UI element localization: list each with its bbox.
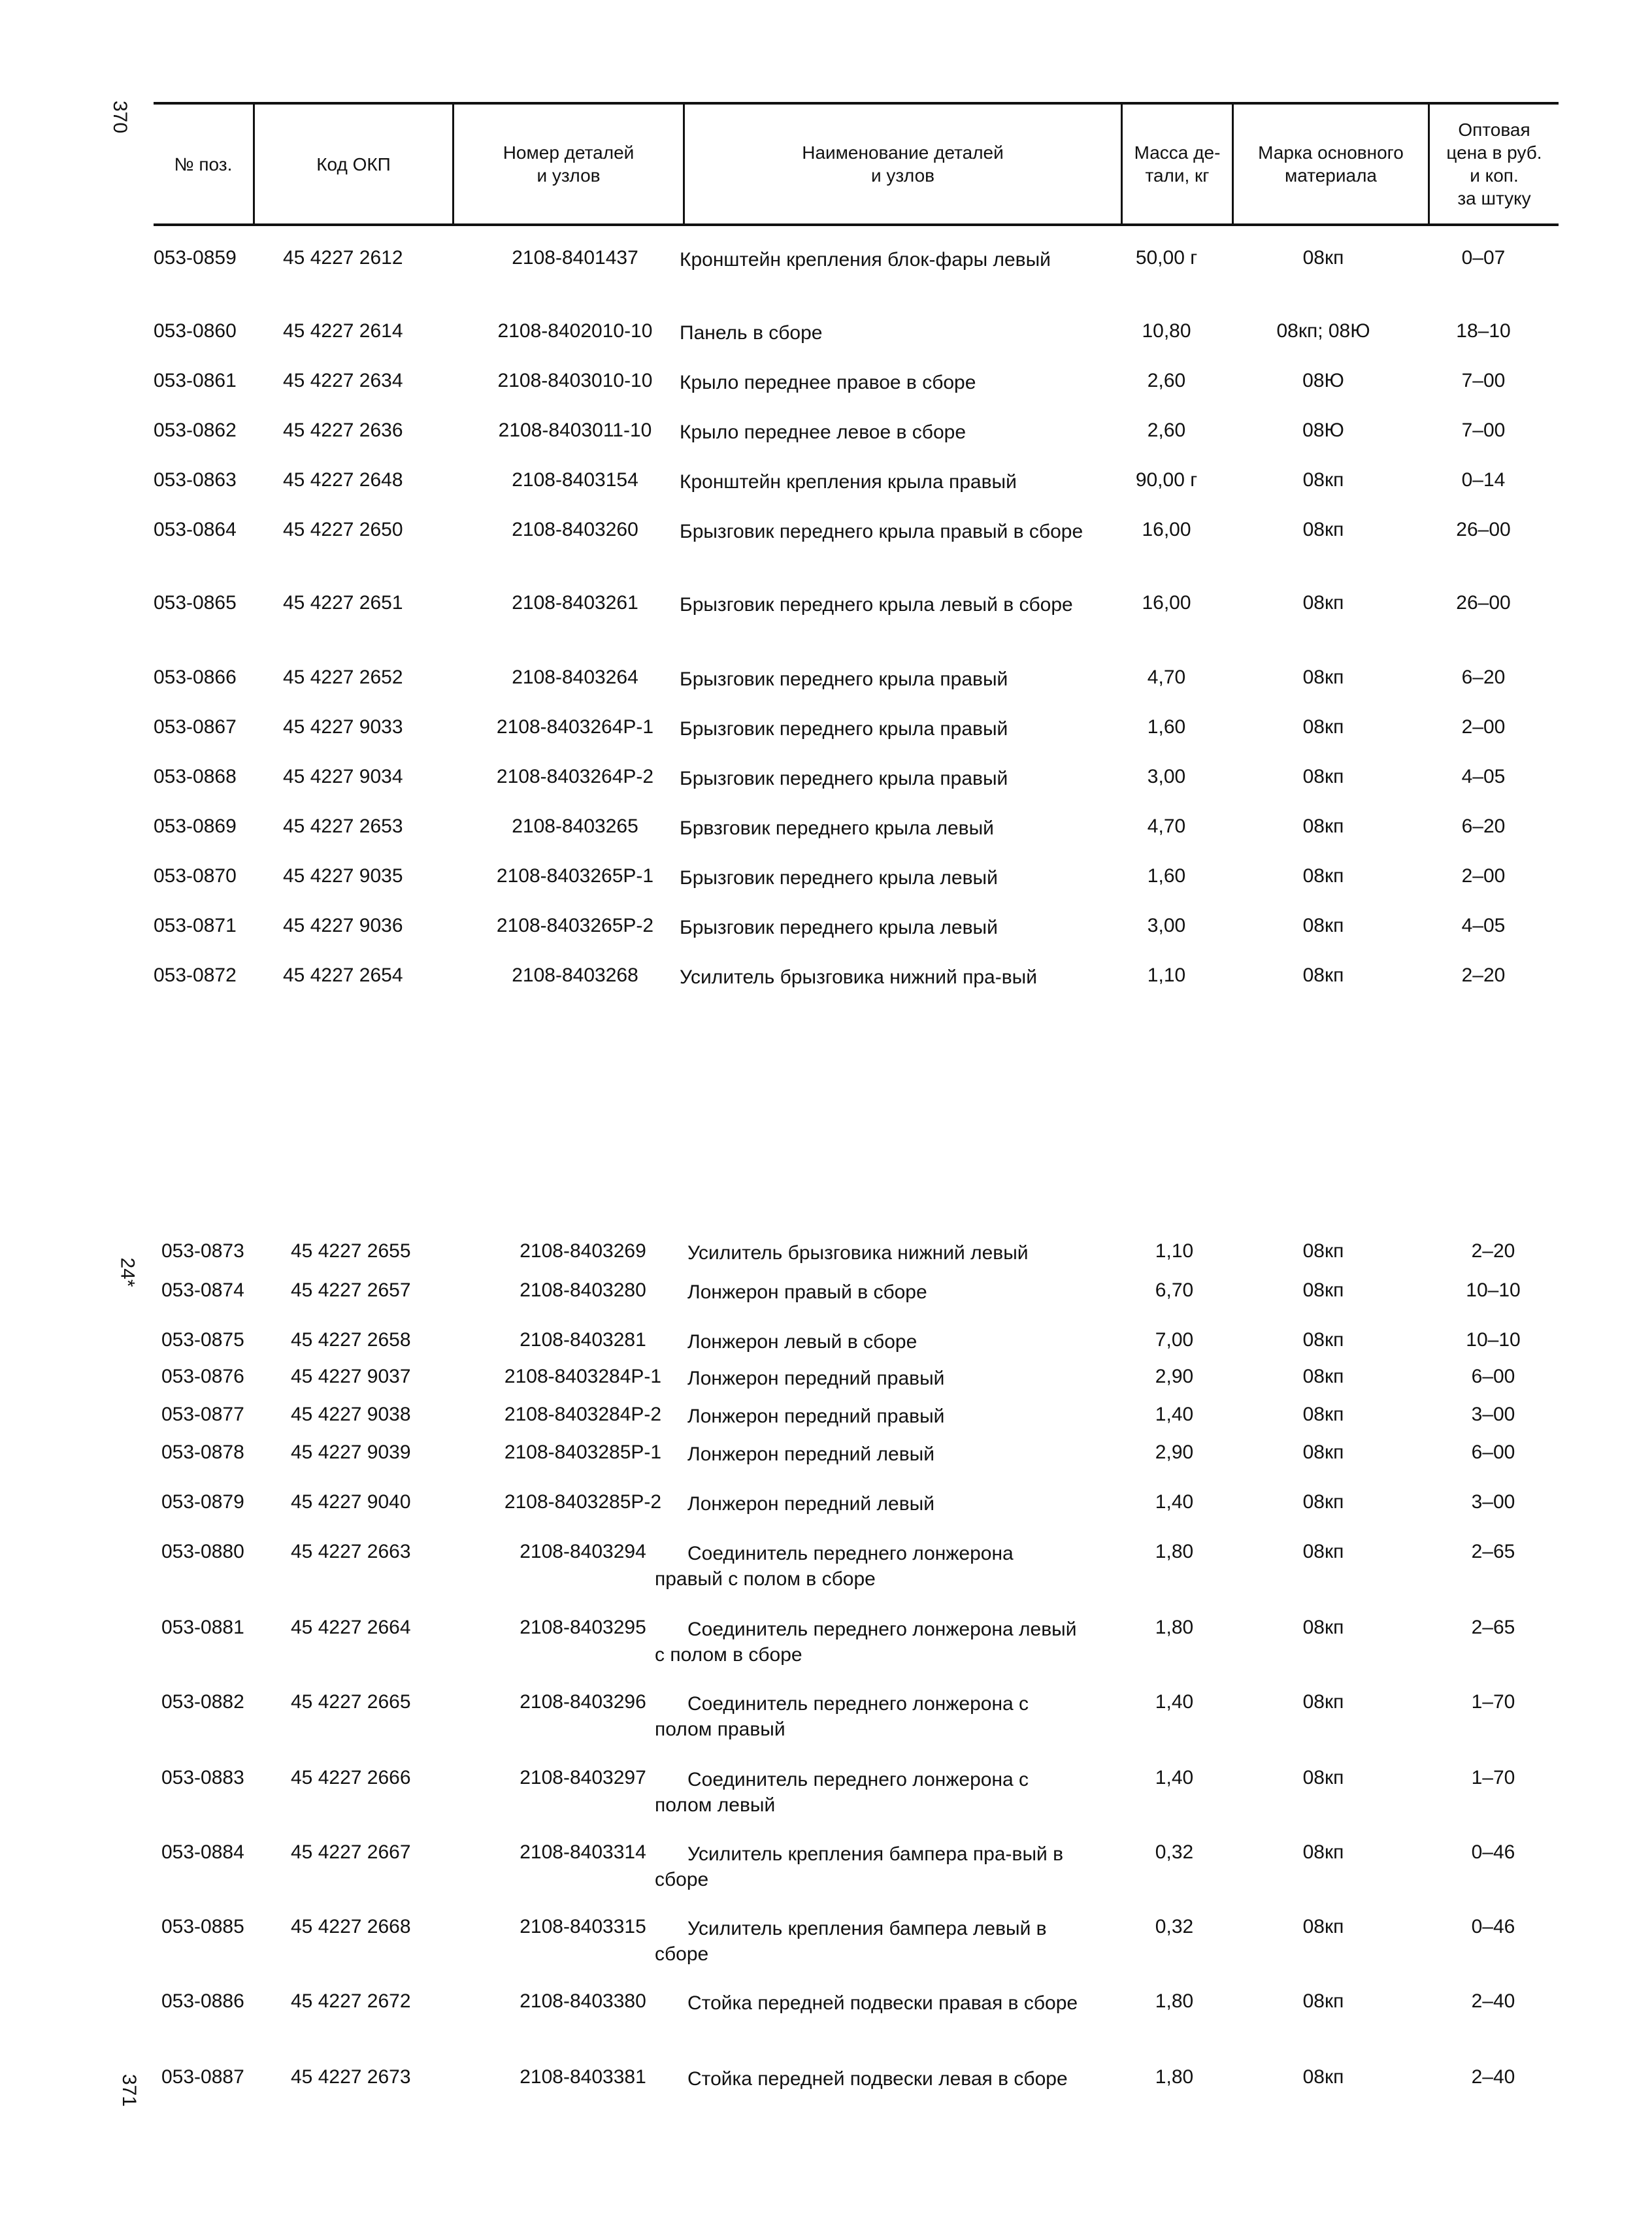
header-pos: № поз. [174,154,233,174]
row-part-number: 2108-8403264Р-1 [496,716,654,738]
row-okp: 45 4227 9034 [283,766,403,787]
row-okp: 45 4227 2652 [283,667,403,688]
row-material: 08кп [1302,964,1344,986]
row-pos: 053-0886 [161,1990,244,2012]
row-material: 08кп [1302,766,1344,787]
row-okp: 45 4227 2612 [283,247,403,269]
row-pos: 053-0860 [154,320,237,342]
row-price: 4–05 [1461,766,1506,787]
row-part-number: 2108-8403284Р-2 [504,1404,662,1425]
row-material: 08кп [1302,1541,1344,1562]
row-price: 2–65 [1471,1617,1515,1638]
row-part-number: 2108-8403315 [520,1916,646,1937]
row-okp: 45 4227 2650 [283,519,403,540]
row-pos: 053-0872 [154,964,237,986]
row-pos: 053-0873 [161,1240,244,1262]
row-material: 08кп [1302,1240,1344,1262]
row-part-number: 2108-8403011-10 [498,420,652,441]
row-price: 6–00 [1471,1366,1515,1387]
row-mass: 10,80 [1142,320,1191,342]
page-number-top: 370 [109,100,131,134]
row-name: Усилитель брызговика нижний пра-вый [680,966,1037,988]
row-pos: 053-0859 [154,247,237,269]
row-material: 08Ю [1302,420,1344,441]
row-material: 08кп [1302,469,1344,491]
row-price: 0–14 [1461,469,1506,491]
row-okp: 45 4227 2665 [291,1691,411,1713]
row-name: Кронштейн крепления крыла правый [680,471,1017,493]
row-part-number: 2108-8403264Р-2 [496,766,654,787]
row-price: 1–70 [1471,1691,1515,1713]
row-okp: 45 4227 9040 [291,1491,411,1513]
row-part-number: 2108-8403261 [512,592,638,614]
row-pos: 053-0878 [161,1441,244,1463]
row-pos: 053-0871 [154,915,237,936]
row-mass: 50,00 г [1135,247,1198,269]
row-price: 2–00 [1461,716,1506,738]
row-okp: 45 4227 2655 [291,1240,411,1262]
row-part-number: 2108-8403269 [520,1240,646,1262]
row-name: Соединитель переднего лонжерона с полом правый [655,1693,1029,1740]
row-pos: 053-0870 [154,865,237,887]
row-price: 26–00 [1456,592,1511,614]
header-part-number: Номер деталей и узлов [452,105,683,223]
row-name: Усилитель крепления бампера левый в сборе [655,1918,1047,1965]
row-part-number: 2108-8403265Р-2 [496,915,654,936]
row-material: 08кп [1302,1767,1344,1788]
row-name: Брызговик переднего крыла левый [680,867,998,889]
row-name: Брызговик переднего крыла правый [680,768,1008,789]
row-part-number: 2108-8401437 [512,247,638,269]
row-name: Соединитель переднего лонжерона правый с полом в сборе [655,1543,1014,1590]
row-part-number: 2108-8403265Р-1 [496,865,654,887]
row-mass: 0,32 [1155,1916,1194,1937]
row-material: 08кп [1302,1279,1344,1301]
row-mass: 2,90 [1155,1366,1194,1387]
row-name: Крыло переднее правое в сборе [680,372,976,393]
row-okp: 45 4227 2666 [291,1767,411,1788]
table-header [154,102,1559,226]
row-material: 08кп [1302,592,1344,614]
row-material: 08кп [1302,815,1344,837]
row-name: Брызговик переднего крыла левый в сборе [680,594,1073,616]
row-pos: 053-0880 [161,1541,244,1562]
row-okp: 45 4227 2648 [283,469,403,491]
row-okp: 45 4227 9039 [291,1441,411,1463]
row-material: 08кп [1302,865,1344,887]
row-name: Брызговик переднего крыла левый [680,917,998,938]
row-part-number: 2108-8403380 [520,1990,646,2012]
row-material: 08кп [1302,247,1344,269]
row-name: Крыло переднее левое в сборе [680,421,966,443]
row-name: Лонжерон левый в сборе [687,1331,917,1353]
row-price: 10–10 [1466,1329,1521,1351]
row-price: 26–00 [1456,519,1511,540]
row-material: 08кп [1302,915,1344,936]
row-price: 0–07 [1461,247,1506,269]
row-price: 4–05 [1461,915,1506,936]
row-okp: 45 4227 2663 [291,1541,411,1562]
row-okp: 45 4227 2657 [291,1279,411,1301]
row-pos: 053-0865 [154,592,237,614]
row-part-number: 2108-8403296 [520,1691,646,1713]
row-name: Кронштейн крепления блок-фары левый [680,249,1051,271]
row-okp: 45 4227 9036 [283,915,403,936]
row-name: Усилитель брызговика нижний левый [687,1242,1029,1264]
row-okp: 45 4227 2658 [291,1329,411,1351]
row-okp: 45 4227 9035 [283,865,403,887]
row-pos: 053-0882 [161,1691,244,1713]
row-pos: 053-0883 [161,1767,244,1788]
row-price: 2–20 [1471,1240,1515,1262]
row-mass: 0,32 [1155,1841,1194,1863]
row-pos: 053-0863 [154,469,237,491]
row-part-number: 2108-8403295 [520,1617,646,1638]
row-part-number: 2108-8403381 [520,2066,646,2088]
row-price: 1–70 [1471,1767,1515,1788]
page-number-bottom: 371 [118,2073,140,2107]
row-mass: 1,80 [1155,1990,1194,2012]
row-material: 08кп [1302,1617,1344,1638]
row-mass: 4,70 [1147,667,1186,688]
row-pos: 053-0869 [154,815,237,837]
row-part-number: 2108-8403297 [520,1767,646,1788]
row-name: Панель в сборе [680,322,823,344]
row-mass: 2,60 [1147,420,1186,441]
row-okp: 45 4227 9038 [291,1404,411,1425]
row-mass: 1,60 [1147,716,1186,738]
row-pos: 053-0881 [161,1617,244,1638]
row-name: Стойка передней подвески правая в сборе [687,1992,1078,2014]
header-name: Наименование деталей и узлов [683,105,1121,223]
row-part-number: 2108-8403281 [520,1329,646,1351]
row-pos: 053-0862 [154,420,237,441]
row-mass: 1,40 [1155,1767,1194,1788]
row-material: 08кп [1302,1916,1344,1937]
row-mass: 16,00 [1142,592,1191,614]
row-mass: 1,60 [1147,865,1186,887]
row-price: 3–00 [1471,1404,1515,1425]
row-okp: 45 4227 2653 [283,815,403,837]
row-price: 6–00 [1471,1441,1515,1463]
row-part-number: 2108-8403284Р-1 [504,1366,662,1387]
row-okp: 45 4227 2634 [283,370,403,391]
row-pos: 053-0866 [154,667,237,688]
row-mass: 1,10 [1155,1240,1194,1262]
row-part-number: 2108-8403280 [520,1279,646,1301]
row-mass: 3,00 [1147,915,1186,936]
row-price: 2–40 [1471,2066,1515,2088]
row-name: Соединитель переднего лонжерона с полом левый [655,1769,1029,1816]
row-material: 08кп; 08Ю [1276,320,1370,342]
row-price: 6–20 [1461,667,1506,688]
row-okp: 45 4227 2654 [283,964,403,986]
row-okp: 45 4227 2651 [283,592,403,614]
row-material: 08кп [1302,1441,1344,1463]
row-price: 0–46 [1471,1916,1515,1937]
row-name: Лонжерон передний правый [687,1406,945,1427]
row-name: Брвзговик переднего крыла левый [680,817,994,839]
row-price: 3–00 [1471,1491,1515,1513]
row-pos: 053-0876 [161,1366,244,1387]
row-material: 08кп [1302,519,1344,540]
row-material: 08кп [1302,667,1344,688]
row-mass: 1,80 [1155,1617,1194,1638]
row-pos: 053-0867 [154,716,237,738]
row-pos: 053-0887 [161,2066,244,2088]
row-material: 08кп [1302,1404,1344,1425]
row-material: 08кп [1302,1329,1344,1351]
row-name: Брызговик переднего крыла правый [680,718,1008,740]
row-mass: 1,40 [1155,1691,1194,1713]
row-mass: 90,00 г [1135,469,1198,491]
row-material: 08кп [1302,1491,1344,1513]
row-material: 08кп [1302,1841,1344,1863]
row-material: 08Ю [1302,370,1344,391]
row-part-number: 2108-8403294 [520,1541,646,1562]
row-name: Усилитель крепления бампера пра-вый в сборе [655,1843,1064,1890]
row-mass: 2,90 [1155,1441,1194,1463]
row-part-number: 2108-8403265 [512,815,638,837]
row-pos: 053-0879 [161,1491,244,1513]
row-pos: 053-0875 [161,1329,244,1351]
header-material: Марка основного материала [1232,105,1428,223]
row-price: 2–00 [1461,865,1506,887]
row-price: 2–20 [1461,964,1506,986]
row-material: 08кп [1302,1691,1344,1713]
row-okp: 45 4227 2636 [283,420,403,441]
row-mass: 1,80 [1155,2066,1194,2088]
row-price: 18–10 [1456,320,1511,342]
row-price: 6–20 [1461,815,1506,837]
row-okp: 45 4227 2614 [283,320,403,342]
row-pos: 053-0884 [161,1841,244,1863]
row-part-number: 2108-8403285Р-1 [504,1441,662,1463]
row-part-number: 2108-8403260 [512,519,638,540]
row-price: 2–40 [1471,1990,1515,2012]
row-okp: 45 4227 9033 [283,716,403,738]
row-name: Стойка передней подвески левая в сборе [687,2068,1068,2090]
row-name: Лонжерон передний левый [687,1443,934,1465]
row-mass: 7,00 [1155,1329,1194,1351]
row-price: 10–10 [1466,1279,1521,1301]
row-material: 08кп [1302,1366,1344,1387]
row-name: Брызговик переднего крыла правый в сборе [680,521,1083,542]
row-part-number: 2108-8403314 [520,1841,646,1863]
row-name: Соединитель переднего лонжерона левый с полом в сборе [655,1619,1077,1666]
row-part-number: 2108-8403268 [512,964,638,986]
row-material: 08кп [1302,2066,1344,2088]
row-price: 0–46 [1471,1841,1515,1863]
row-mass: 6,70 [1155,1279,1194,1301]
row-okp: 45 4227 9037 [291,1366,411,1387]
row-name: Лонжерон передний левый [687,1493,934,1515]
row-part-number: 2108-8403154 [512,469,638,491]
row-price: 7–00 [1461,370,1506,391]
row-okp: 45 4227 2667 [291,1841,411,1863]
row-okp: 45 4227 2672 [291,1990,411,2012]
row-name: Лонжерон передний правый [687,1368,945,1389]
row-pos: 053-0864 [154,519,237,540]
header-price: Оптовая цена в руб. и коп. за штуку [1428,105,1559,223]
row-mass: 1,40 [1155,1404,1194,1425]
page-number-middle: 24* [116,1257,139,1287]
row-pos: 053-0885 [161,1916,244,1937]
row-part-number: 2108-8403010-10 [497,370,653,391]
header-okp: Код ОКП [253,105,452,223]
row-mass: 1,10 [1147,964,1186,986]
row-pos: 053-0861 [154,370,237,391]
row-name: Брызговик переднего крыла правый [680,668,1008,690]
row-mass: 16,00 [1142,519,1191,540]
row-mass: 1,80 [1155,1541,1194,1562]
header-mass: Масса де- тали, кг [1121,105,1232,223]
row-mass: 1,40 [1155,1491,1194,1513]
row-material: 08кп [1302,1990,1344,2012]
row-price: 7–00 [1461,420,1506,441]
row-material: 08кп [1302,716,1344,738]
row-okp: 45 4227 2664 [291,1617,411,1638]
row-pos: 053-0868 [154,766,237,787]
row-pos: 053-0877 [161,1404,244,1425]
row-mass: 2,60 [1147,370,1186,391]
row-okp: 45 4227 2668 [291,1916,411,1937]
row-okp: 45 4227 2673 [291,2066,411,2088]
row-price: 2–65 [1471,1541,1515,1562]
row-name: Лонжерон правый в сборе [687,1281,927,1303]
row-pos: 053-0874 [161,1279,244,1301]
row-part-number: 2108-8403285Р-2 [504,1491,662,1513]
row-mass: 4,70 [1147,815,1186,837]
row-mass: 3,00 [1147,766,1186,787]
row-part-number: 2108-8403264 [512,667,638,688]
row-part-number: 2108-8402010-10 [497,320,653,342]
